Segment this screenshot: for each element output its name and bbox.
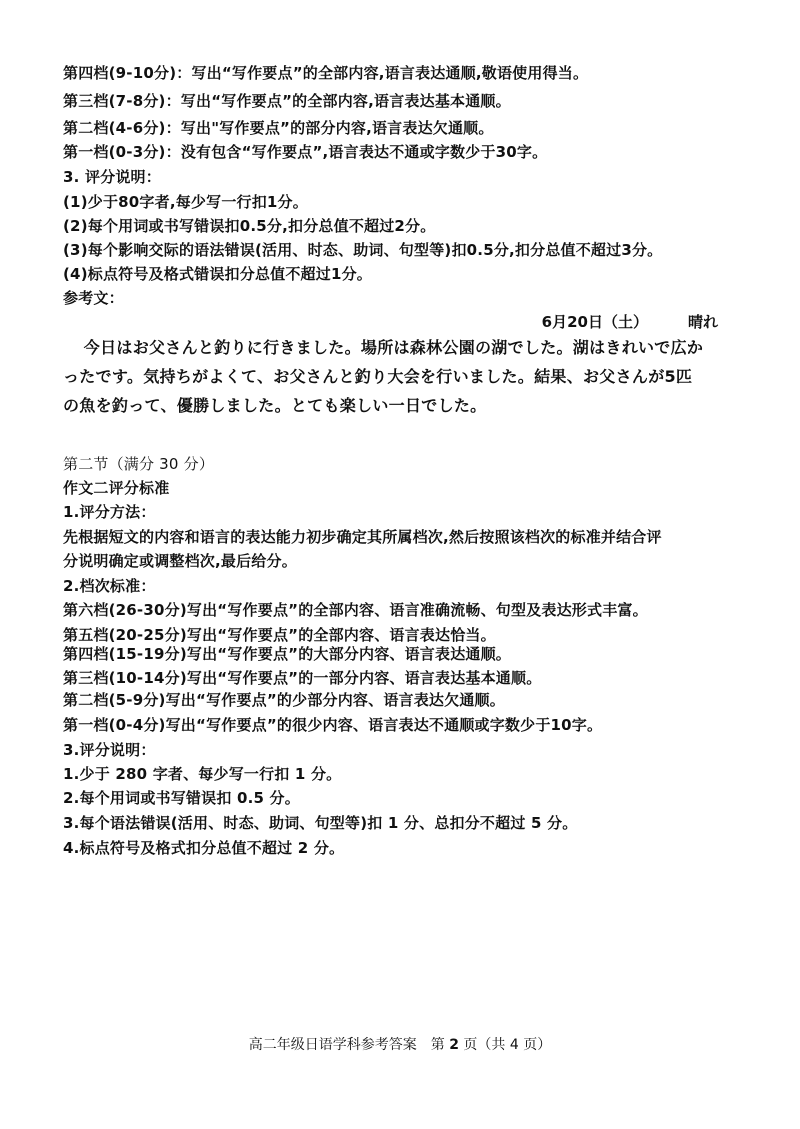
section2-subtitle: 作文二评分标准: [63, 479, 170, 497]
section2-method-line-2: 分说明确定或调整档次,最后给分。: [63, 552, 297, 570]
section2-method-title: 1.评分方法：: [63, 503, 156, 521]
essay-date: 6月20日（土）: [541, 313, 648, 331]
essay-line: の魚を釣って、優勝しました。とても楽しい一日でした。: [63, 396, 487, 415]
section1-note-3: (3)每个影响交际的语法错误(活用、时态、助词、句型等)扣0.5分,扣分总值不超过3分。: [63, 241, 663, 259]
essay-line: ったです。気持ちがよくて、お父さんと釣り大会を行いました。結果、お父さんが5匹: [63, 367, 693, 386]
footer-page-number: 2: [449, 1037, 459, 1053]
reference-essay: [63, 333, 723, 420]
section2-grade-4: 第四档(15-19分)写出“写作要点”的大部分内容、语言表达通顺。: [63, 645, 512, 663]
section2-note-4: 4.标点符号及格式扣分总值不超过 2 分。: [63, 839, 345, 857]
page-footer: [0, 1034, 800, 1054]
essay-line: 今日はお父さんと釣りに行きました。場所は森林公園の湖でした。湖はきれいで広か: [83, 338, 704, 357]
section2-grade-2: 第二档(5-9分)写出“写作要点”的少部分内容、语言表达欠通顺。: [63, 691, 505, 709]
footer-text-before: 高二年级日语学科参考答案 第: [248, 1037, 445, 1053]
section2-standards-title: 2.档次标准：: [63, 577, 156, 595]
section1-grade-2: 第二档(4-6分)：写出"写作要点”的部分内容,语言表达欠通顺。: [63, 119, 494, 137]
section2-note-1: 1.少于 280 字者、每少写一行扣 1 分。: [63, 765, 342, 783]
section2-heading: 第二节（满分 30 分）: [63, 455, 215, 473]
essay-weather: 晴れ: [687, 313, 718, 331]
footer-text-after: 页（共 4 页）: [463, 1037, 552, 1053]
section1-grade-1: 第一档(0-3分)：没有包含“写作要点”,语言表达不通或字数少于30字。: [63, 143, 548, 161]
section2-grade-6: 第六档(26-30分)写出“写作要点”的全部内容、语言准确流畅、句型及表达形式丰富。: [63, 601, 648, 619]
section2-grade-3: 第三档(10-14分)写出“写作要点”的一部分内容、语言表达基本通顺。: [63, 669, 542, 687]
section1-grade-3: 第三档(7-8分)：写出“写作要点”的全部内容,语言表达基本通顺。: [63, 92, 511, 110]
section1-grade-4: 第四档(9-10分)：写出“写作要点”的全部内容,语言表达通顺,敬语使用得当。: [63, 64, 589, 82]
section2-notes-title: 3.评分说明：: [63, 741, 156, 759]
section1-note-1: (1)少于80字者,每少写一行扣1分。: [63, 193, 308, 211]
essay-date-line: [542, 311, 718, 332]
section2-grade-1: 第一档(0-4分)写出“写作要点”的很少内容、语言表达不通顺或字数少于10字。: [63, 716, 603, 734]
section2-note-2: 2.每个用词或书写错误扣 0.5 分。: [63, 789, 300, 807]
section2-method-line-1: 先根据短文的内容和语言的表达能力初步确定其所属档次,然后按照该档次的标准并结合评: [63, 528, 662, 546]
reference-essay-title: 参考文：: [63, 289, 124, 307]
section1-note-2: (2)每个用词或书写错误扣0.5分,扣分总值不超过2分。: [63, 217, 436, 235]
section1-notes-title: 3. 评分说明：: [63, 168, 161, 186]
section2-note-3: 3.每个语法错误(活用、时态、助词、句型等)扣 1 分、总扣分不超过 5 分。: [63, 814, 578, 832]
section2-grade-5: 第五档(20-25分)写出“写作要点”的全部内容、语言表达恰当。: [63, 626, 496, 644]
section1-note-4: (4)标点符号及格式错误扣分总值不超过1分。: [63, 265, 372, 283]
